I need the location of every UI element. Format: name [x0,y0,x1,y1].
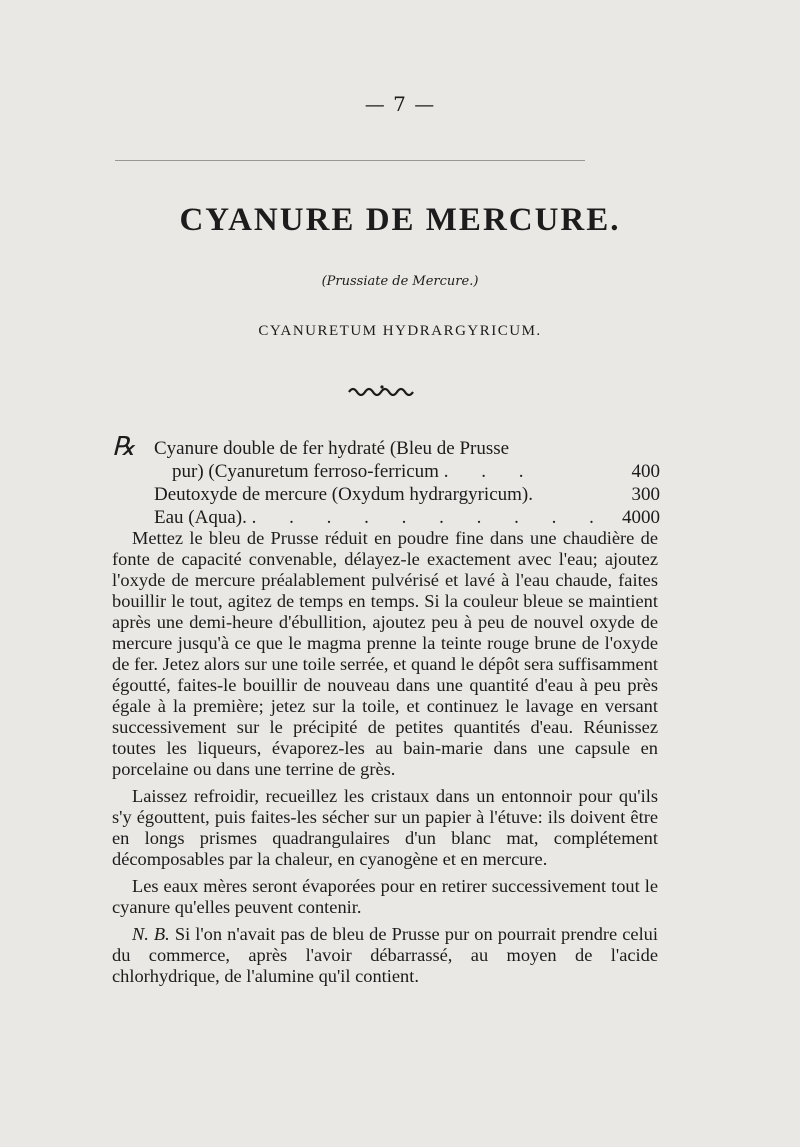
ingredient-label: Deutoxyde de mercure (Oxydum hydrargyricum). [154,484,533,505]
paragraph: Mettez le bleu de Prusse réduit en poudre fine dans une chaudière de fonte de capacité convenable, délayez-le exactement avec l'eau; ajoutez l'oxyde de mercure préalablement pulvérisé et lavé à l'eau chaude, faites bouillir le tout, agitez de temps en temps. Si la couleur bleue se maintient après une demi-heure d'ébullition, ajoutez peu à peu de nouvel oxyde de mercure jusqu'à ce que le magma prenne la teinte rouge brune de l'oxyde de fer. Jetez alors sur une toile serrée, et quand le dépôt sera suffisamment égoutté, faites-le bouillir de nouveau dans une quantité d'eau à peu près égale à la première; jetez sur la toile, et continuez le lavage en versant successivement sur le précipité de petites quantités d'eau. Réunissez toutes les liqueurs, évaporez-les au bain-marie dans une capsule en porcelaine ou dans une terrine de grès. [112,528,658,779]
page-title: CYANURE DE MERCURE. [179,202,621,238]
ingredient-row [112,506,660,529]
ingredient-row [112,460,660,483]
ingredient-quantity: 4000 [622,507,660,528]
latin-name: CYANURETUM HYDRARGYRICUM. [258,323,542,339]
ingredient-label [154,506,608,529]
page-number: — 7 — [364,92,436,116]
ingredient-quantity: 400 [631,461,660,482]
ingredient-label: Cyanure double de fer hydraté (Bleu de Prusse [154,438,510,459]
body-text [112,528,658,993]
header-rule [115,160,585,161]
subtitle: (Prussiate de Mercure.) [321,274,479,289]
paragraph: Les eaux mères seront évaporées pour en retirer successivement tout le cyanure qu'elles peuvent contenir. [112,876,658,917]
ingredient-label-cont: pur) (Cyanuretum ferroso-ferricum [172,461,439,482]
note-text: Si l'on n'avait pas de bleu de Prusse pur on pourrait prendre celui du commerce, après l'avoir débarrassé, au moyen de l'acide chlorhydrique, de l'alumine qu'il contient. [112,924,658,986]
ornament-divider [347,384,417,396]
note-tag: N. B. [132,924,170,944]
ingredient-row [112,432,660,461]
ingredient-row [112,483,660,506]
recipe-symbol: ℞ [112,432,136,461]
leader-dots: . . . [443,461,538,482]
paragraph: Laissez refroidir, recueillez les cristaux dans un entonnoir pour qu'ils s'y égouttent, puis faites-les sécher sur un papier à l'étuve: ils doivent être en longs prismes quadrangulaires d'un blanc mat, complétement décomposables par la chaleur, en cyanogène et en mercure. [112,786,658,869]
recipe-block [112,432,660,529]
ingredient-label [172,460,537,483]
note-paragraph [112,924,658,987]
ingredient-label-text: Eau (Aqua). [154,507,247,528]
ingredient-quantity: 300 [631,484,660,505]
leader-dots: . . . . . . . . . . [251,507,608,528]
